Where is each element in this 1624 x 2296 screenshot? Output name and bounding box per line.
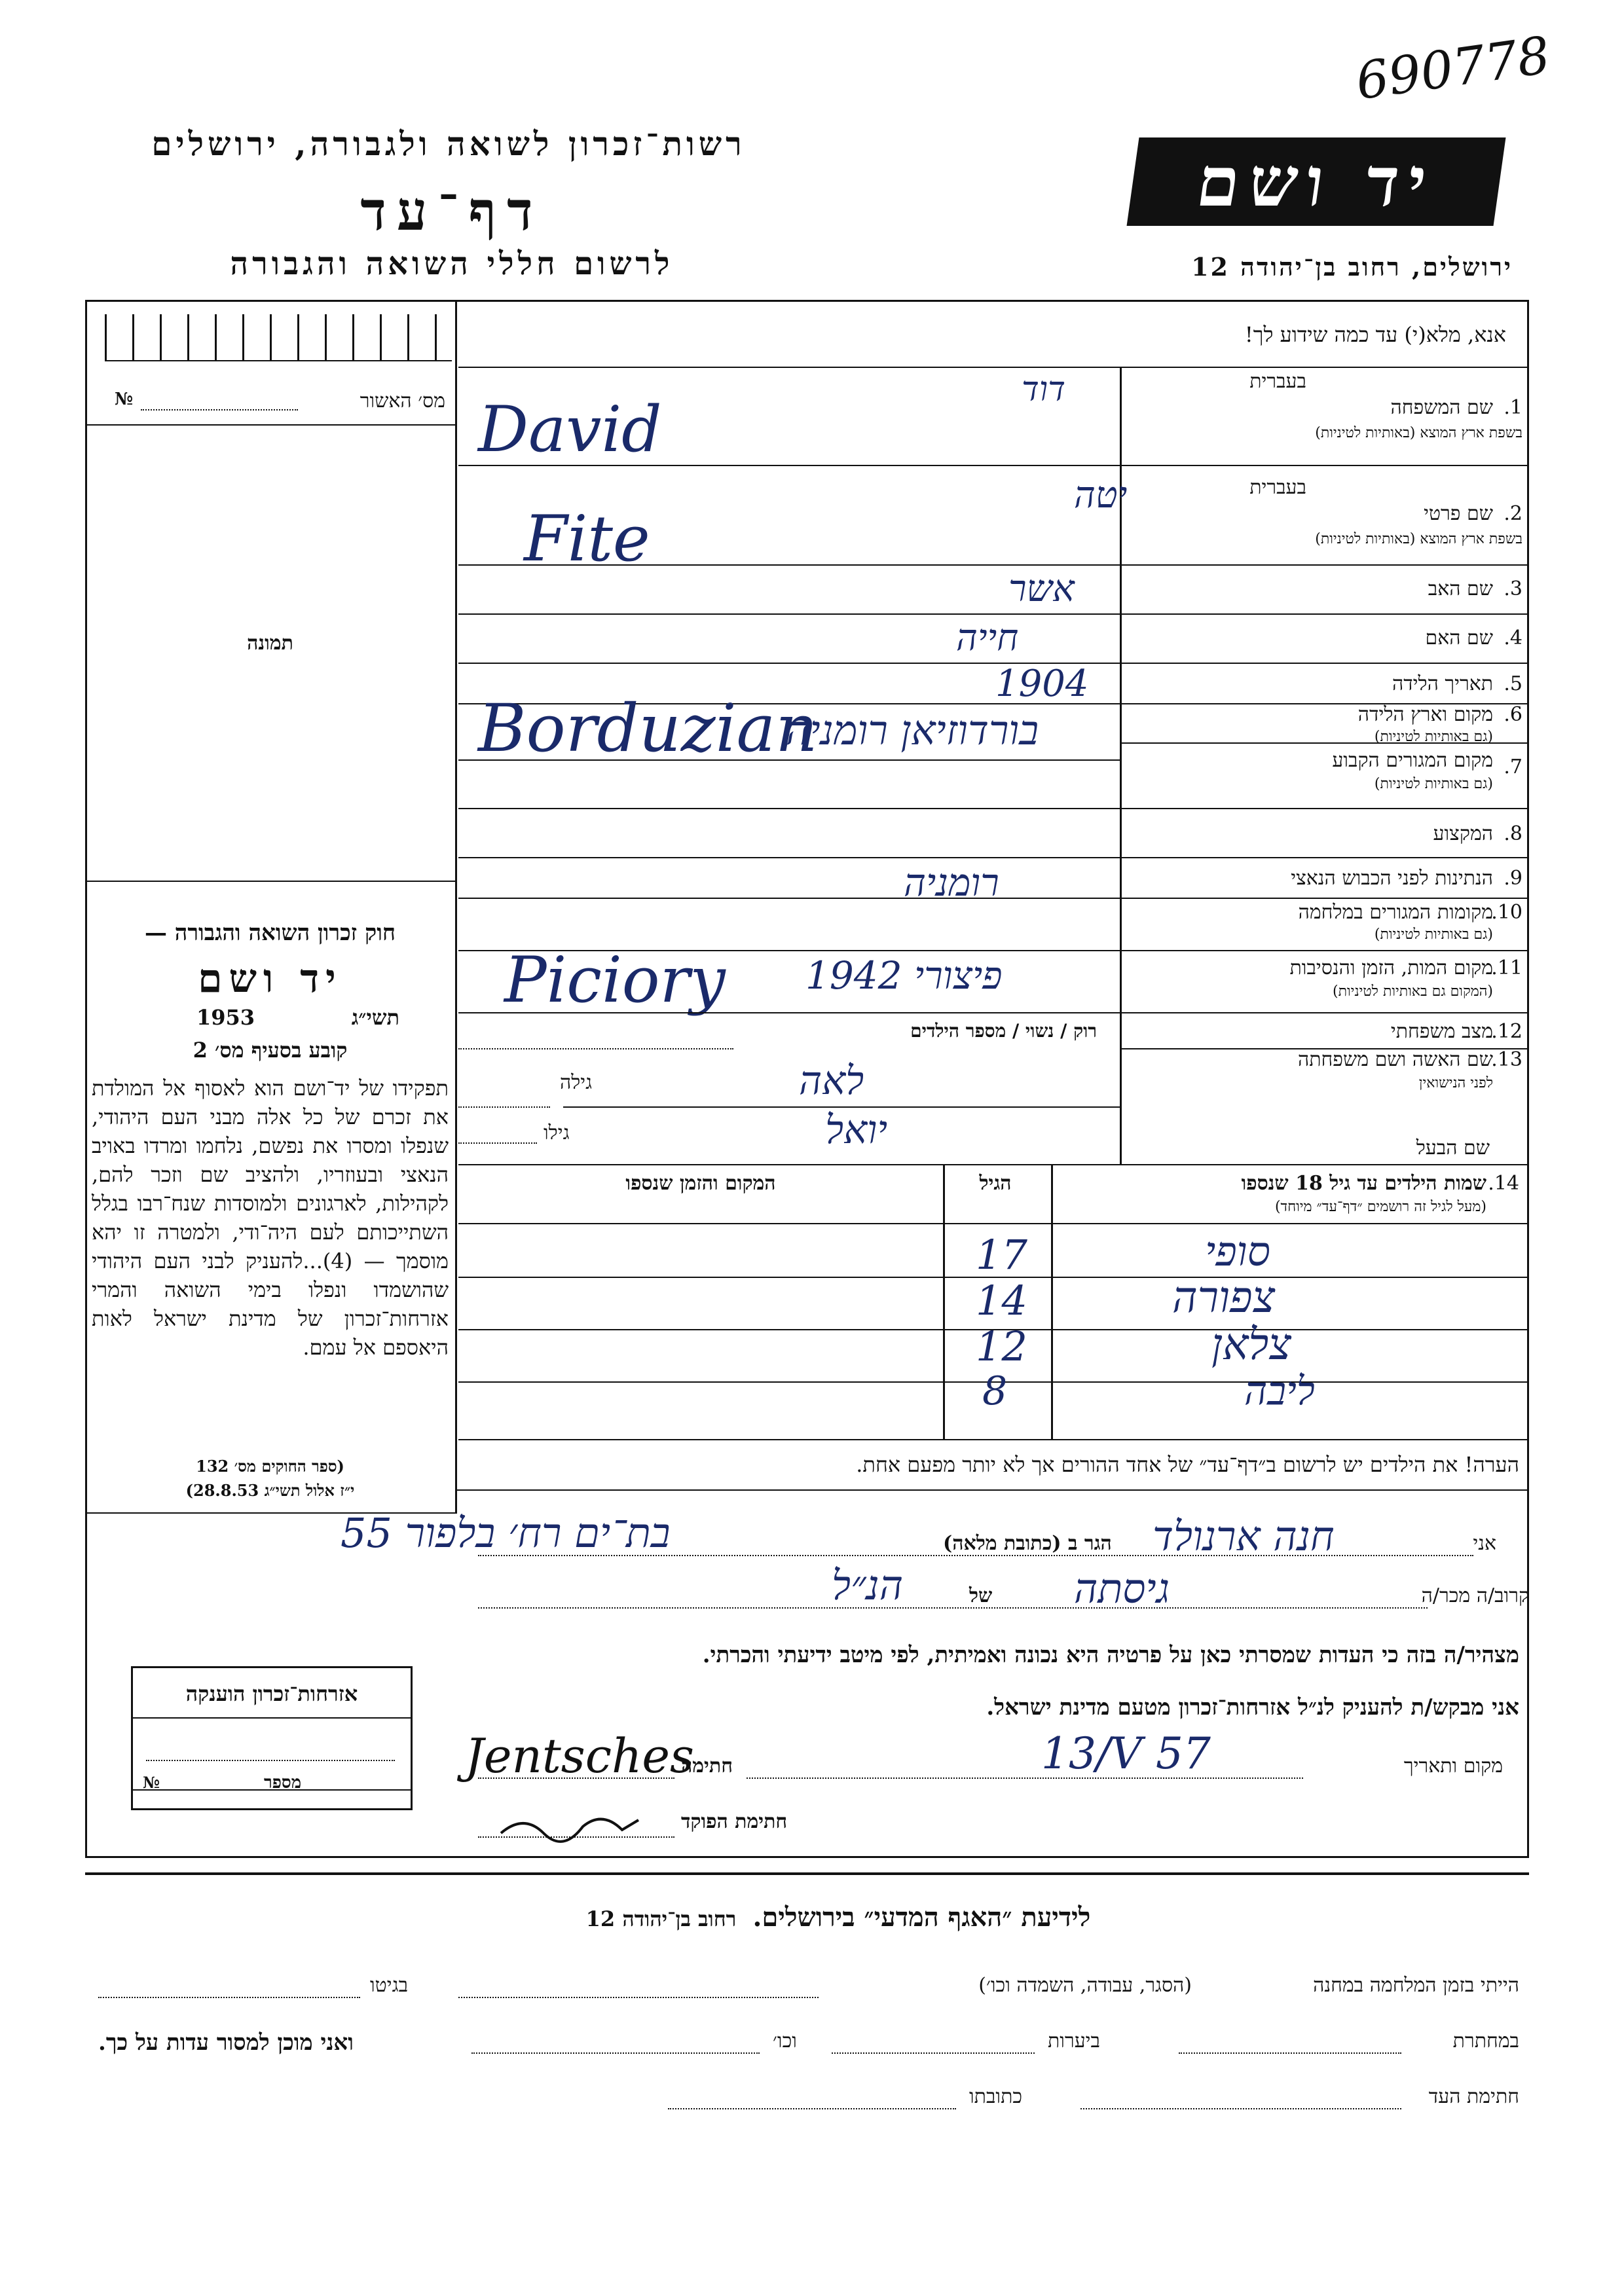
footer-heading xyxy=(458,1902,1218,1933)
declarant-dots xyxy=(478,1555,1473,1556)
field-sub: בשפת ארץ המוצא (באותיות לטיניות) xyxy=(1315,425,1522,441)
child-row xyxy=(458,1272,1529,1329)
citizenship-box xyxy=(131,1666,413,1810)
footer-ghetto-label: בגיטו xyxy=(370,1974,409,1997)
field-number: 4. xyxy=(1504,627,1522,649)
field-sub: (המקום גם באותיות לטיניות) xyxy=(1333,983,1493,1000)
field-value[interactable]: חייה xyxy=(956,617,1019,659)
field-husband-name xyxy=(458,1107,1529,1166)
field-value[interactable]: יואל xyxy=(825,1107,888,1153)
note-rule xyxy=(455,1489,1529,1491)
field-value-heb[interactable]: יטה xyxy=(1074,474,1128,517)
field-label: מקום המגורים הקבוע xyxy=(1332,749,1493,772)
field-label: המקצוע xyxy=(1433,822,1493,845)
footer-dots xyxy=(668,2108,956,2109)
date-value[interactable]: 13/V 57 xyxy=(1041,1728,1211,1779)
field-value-heb[interactable]: בורדוזיאן רומניה xyxy=(786,706,1039,754)
field-profession xyxy=(458,808,1529,857)
field-number: 5. xyxy=(1504,672,1522,695)
child-age[interactable]: 8 xyxy=(982,1368,1008,1414)
field-citizenship xyxy=(458,857,1529,905)
child-name[interactable]: ליבה xyxy=(1244,1368,1315,1414)
approval-number-mark: № xyxy=(115,390,134,409)
scribble-icon xyxy=(498,1807,642,1846)
approval-rule xyxy=(85,424,455,426)
note: הערה! את הילדים יש לרשום ב״דף־עד״ של אחד ההורים אך לא יותר מפעם אחת. xyxy=(856,1452,1519,1477)
footer-camp-types: (הסגר, עבודה, השמדה וכו׳) xyxy=(978,1974,1192,1997)
officer-signature-label: חתימת הפוקד xyxy=(681,1810,788,1833)
field-label: תאריך הלידה xyxy=(1392,672,1493,695)
instructions: אנא, מלא(י) עד כמה שידוע לך! xyxy=(1244,322,1506,347)
form-title: דף־עד xyxy=(360,180,544,243)
field-label: שם המשפחה xyxy=(1390,396,1493,419)
field-number: 3. xyxy=(1504,577,1522,600)
child-age[interactable]: 12 xyxy=(976,1322,1027,1370)
declarant-address[interactable]: בת־ים רח׳ בלפור 55 xyxy=(341,1509,671,1557)
footer-camp-label: הייתי בזמן המלחמה במחנה xyxy=(1313,1974,1519,1997)
signature-dots xyxy=(478,1777,674,1779)
field-number: 8. xyxy=(1504,822,1522,845)
field-value-heb[interactable]: דוד xyxy=(1022,370,1065,409)
footer-dots xyxy=(458,1997,819,1998)
field-value[interactable]: לאה xyxy=(799,1058,864,1104)
relation-value[interactable]: גיסתה xyxy=(1074,1565,1170,1613)
field-value-latin[interactable]: Fite xyxy=(524,502,650,575)
children-title: שמות הילדים עד גיל 18 שנספו xyxy=(1241,1172,1486,1195)
citizenship-box-dots xyxy=(146,1760,395,1761)
field-permanent-residence xyxy=(458,742,1529,808)
citizenship-box-rule xyxy=(133,1717,411,1719)
law-body: תפקידו של יד־ושם הוא לאסוף אל המולדת את זכרם של כל אלה מבני העם היהודי, שנפלו ומסרו את נפשם, נלחמו ומרדו באויב הנאצי ובעוזריו, ולהציב שם וזכר להם, לקהילות, לארגונים ולמוסדות שנח־רבו בגלל השתייכותם לעם היה־ודי, ולמטרה זו יהא מוסמך — (4)...להעניק לבני העם היהודי שהושמדו ונפלו בימי השואה והמרי אזרחות־זכרון של מדינת ישראל לאות היאספם אל עמם. xyxy=(92,1076,449,1360)
field-label: שם פרטי xyxy=(1424,502,1493,525)
field-number: 10. xyxy=(1491,901,1522,924)
approval-label: מס׳ האשור xyxy=(360,390,445,412)
field-marital-status xyxy=(458,1012,1529,1048)
field-wartime-residence xyxy=(458,898,1529,950)
law-year-heb: תשי״ג xyxy=(351,1005,399,1030)
field-label: שם האם xyxy=(1425,627,1493,649)
field-sub: (גם באותיות לטיניות) xyxy=(1374,729,1493,745)
field-wife-name xyxy=(458,1048,1529,1107)
left-column-divider xyxy=(455,301,457,1512)
footer-dots xyxy=(832,2052,1035,2054)
photo-rule xyxy=(85,881,455,882)
law-section: קובע בסעיף מס׳ 2 xyxy=(193,1038,348,1063)
field-number: 11. xyxy=(1491,957,1522,979)
field-value-latin[interactable]: David xyxy=(478,393,662,466)
footer-testimony-label: ואני מוכן למסור עדות על כך. xyxy=(98,2030,354,2056)
yad-vashem-logo xyxy=(1127,137,1506,226)
footer-witness-address-label: כתובתו xyxy=(969,2085,1023,2108)
field-label: מקום וארץ הלידה xyxy=(1357,703,1493,726)
field-heb-label: בעברית xyxy=(1249,370,1306,393)
child-age[interactable]: 14 xyxy=(976,1277,1027,1324)
children-age-header: הגיל xyxy=(979,1172,1012,1195)
law-citation-1: (ספר החוקים מס׳ 132 xyxy=(196,1457,344,1476)
tick-base xyxy=(105,360,452,361)
field-label: הנתינות לפני הכבוש הנאצי xyxy=(1291,867,1493,890)
field-number: 13. xyxy=(1491,1048,1522,1071)
declarant-resides-label: הגר ב (כתובת מלאה) xyxy=(943,1532,1112,1555)
child-name[interactable]: צלאן xyxy=(1211,1319,1291,1370)
field-number: 6. xyxy=(1504,703,1522,726)
citizenship-number-label: מספר xyxy=(264,1773,302,1793)
place-date-label: מקום ותאריך xyxy=(1403,1755,1503,1777)
row-rule xyxy=(458,1164,1529,1165)
citizenship-request: אני מבקש/ת להעניק לנ״ל אזרחות־זכרון מטעם מדינת ישראל. xyxy=(986,1694,1519,1721)
children-sub: (מעל לגיל זה רושמים ״דף־עד״ מיוחד) xyxy=(1274,1199,1486,1215)
law-citation-2: י״ז אלול תשי״ג 28.8.53) xyxy=(185,1481,355,1500)
field-sub: (גם באותיות לטיניות) xyxy=(1374,776,1493,792)
declarant-name[interactable]: חנה ארנולד xyxy=(1153,1512,1335,1560)
signature-label: חתימה xyxy=(681,1755,733,1777)
logo-text: יד ושם xyxy=(1192,141,1441,222)
field-label: מקומות המגורים במלחמה xyxy=(1298,901,1493,924)
field-number: 12. xyxy=(1491,1020,1522,1043)
child-row xyxy=(458,1228,1529,1280)
field-death-place xyxy=(458,943,1529,1017)
child-name[interactable]: צפורה xyxy=(1172,1272,1276,1322)
signature-value[interactable]: Jentsches xyxy=(465,1728,694,1783)
field-number: 9. xyxy=(1504,867,1522,890)
footer-separator xyxy=(85,1872,1529,1875)
officer-signature-scribble xyxy=(498,1807,642,1846)
photo-label: תמונה xyxy=(247,632,293,655)
child-age[interactable]: 17 xyxy=(976,1231,1027,1279)
approval-dots xyxy=(141,409,298,410)
field-value-latin[interactable]: Borduzian xyxy=(478,690,818,767)
field-sub: לפני הנישואין xyxy=(1418,1075,1493,1091)
footer-dots xyxy=(1179,2052,1401,2054)
tick-marks xyxy=(105,314,452,360)
of-label: של xyxy=(969,1584,993,1607)
footer-forests-label: ביערות xyxy=(1048,2030,1101,2052)
footer-dots xyxy=(471,2052,760,2054)
citizenship-number-mark: № xyxy=(143,1773,160,1792)
footer-dots xyxy=(1080,2108,1401,2109)
date-dots xyxy=(747,1777,1303,1779)
of-value[interactable]: הנ״ל xyxy=(832,1561,904,1609)
field-first-name xyxy=(458,466,1529,575)
archive-number: 690778 xyxy=(1352,26,1554,112)
field-number: 7. xyxy=(1504,756,1522,778)
footer-title: לידיעת ״האגף המדעי״ בירושלים. xyxy=(752,1902,1091,1933)
wife-age-label: גילה xyxy=(560,1071,593,1094)
law-year: 1953 xyxy=(196,1005,255,1030)
field-value-latin[interactable]: Piciory xyxy=(504,943,726,1017)
marital-options: רוק / נשוי / מספר הילדים xyxy=(910,1020,1097,1042)
child-row xyxy=(458,1368,1529,1434)
field-value-heb[interactable]: פיצורי 1942 xyxy=(805,953,1003,998)
field-value[interactable]: רומניה xyxy=(904,860,999,905)
footer-address: רחוב בן־יהודה 12 xyxy=(585,1906,737,1931)
field-value[interactable]: אשר xyxy=(1008,568,1075,610)
field-family-name xyxy=(458,367,1529,465)
children-number: 14. xyxy=(1488,1172,1519,1195)
footer-witness-signature-label: חתימת העד xyxy=(1428,2085,1519,2108)
relative-label: קרוב/ה מכר/ה xyxy=(1421,1584,1529,1607)
footer-etc-label: וכו׳ xyxy=(773,2030,797,2052)
husband-age-label: גילו xyxy=(544,1121,570,1144)
field-sub: (גם באותיות לטיניות) xyxy=(1374,926,1493,943)
children-bottom-rule xyxy=(458,1439,1529,1440)
children-place-header: המקום והזמן שנספו xyxy=(625,1172,776,1195)
header-address: ירושלים, רחוב בן־יהודה 12 xyxy=(1191,252,1513,282)
form-subtitle: לרשום חללי השואה והגבורה xyxy=(230,246,674,282)
field-sub: בשפת ארץ המוצא (באותיות לטיניות) xyxy=(1315,531,1522,547)
row-rule xyxy=(458,1142,537,1144)
field-label: שם האב xyxy=(1428,577,1493,600)
child-name[interactable]: סופי xyxy=(1205,1228,1270,1275)
field-label: שם הבעל xyxy=(1416,1137,1490,1159)
field-mother-name xyxy=(458,613,1529,663)
declaration: מצהיר/ה בזה כי העדות שמסרתי כאן על פרטיה היא נכונה ואמיתית, לפי מיטב ידיעתי והכרתי. xyxy=(702,1642,1519,1668)
field-number: 2. xyxy=(1504,502,1522,525)
relative-dots xyxy=(478,1607,1428,1609)
footer-underground-label: במחתרת xyxy=(1452,2030,1519,2052)
citizenship-box-title: אזרחות־זכרון הוענקה xyxy=(185,1681,358,1706)
authority-name: רשות־זכרון לשואה ולגבורה, ירושלים xyxy=(151,124,746,163)
field-heb-label: בעברית xyxy=(1249,476,1306,499)
law-title: חוק זכרון השואה והגבורה — xyxy=(144,920,396,946)
field-father-name xyxy=(458,564,1529,613)
field-label: שם האשה ושם משפחתה xyxy=(1297,1048,1493,1071)
field-label: מקום המות, הזמן והנסיבות xyxy=(1289,957,1493,979)
children-header-rule xyxy=(458,1223,1529,1224)
footer-dots xyxy=(98,1997,360,1998)
field-label: מצב משפחתי xyxy=(1390,1020,1493,1043)
field-number: 1. xyxy=(1504,396,1522,419)
declarant-i-label: אני xyxy=(1473,1532,1496,1555)
field-value[interactable]: 1904 xyxy=(995,663,1089,705)
law-name: יד ושם xyxy=(198,956,342,1002)
